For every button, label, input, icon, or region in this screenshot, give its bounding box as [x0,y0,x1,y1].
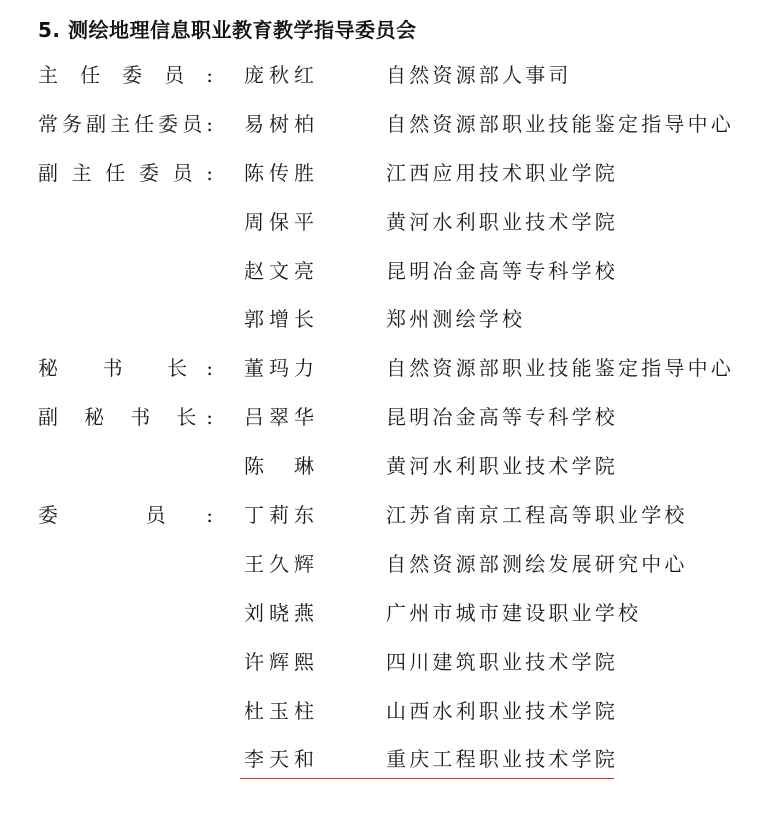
member-organization: 郑州测绘学校 [386,307,526,332]
role-label: 副 主 任 委 员 : [38,160,213,185]
member-organization: 自然资源部人事司 [386,63,572,87]
member-organization: 黄河水利职业技术学院 [386,454,618,479]
role-label: 常务副主任委员: [38,111,213,136]
member-name: 周保平 [244,209,314,234]
member-name: 刘晓燕 [244,600,314,625]
list-item [0,688,762,737]
member-organization: 广州市城市建设职业学校 [386,600,642,625]
list-item [0,101,762,150]
list-item [0,492,762,541]
member-organization: 黄河水利职业技术学院 [386,209,618,234]
list-item [0,443,762,492]
red-underline-divider [240,778,614,779]
member-organization: 重庆工程职业技术学院 [386,747,618,772]
member-name: 董玛力 [244,356,314,381]
list-item [0,52,762,101]
member-organization: 昆明冶金高等专科学校 [386,405,618,430]
member-name: 易树柏 [244,111,314,136]
role-label: 委 员: [38,503,213,528]
role-label: 秘 书 长: [38,356,213,381]
member-name: 陈传胜 [244,160,314,185]
member-name: 郭增长 [244,307,314,332]
member-name: 李天和 [244,747,314,772]
member-organization: 自然资源部测绘发展研究中心 [386,551,688,576]
member-organization: 四川建筑职业技术学院 [386,649,618,674]
member-organization: 江西应用技术职业学院 [386,160,618,185]
list-item [0,345,762,394]
member-organization: 昆明冶金高等专科学校 [386,258,618,283]
member-name: 丁莉东 [244,503,314,528]
member-organization: 江苏省南京工程高等职业学校 [386,503,688,528]
member-name: 庞秋红 [244,63,314,87]
list-item [0,541,762,590]
member-organization: 自然资源部职业技能鉴定指导中心 [386,111,734,136]
list-item [0,199,762,248]
list-item [0,639,762,688]
role-label: 主 任 委 员 : [38,63,213,87]
page-title: 5. 测绘地理信息职业教育教学指导委员会 [38,18,417,42]
member-organization: 自然资源部职业技能鉴定指导中心 [386,356,734,381]
list-item [0,590,762,639]
role-label: 副 秘 书 长: [38,405,213,430]
member-name: 赵文亮 [244,258,314,283]
list-item [0,394,762,443]
member-name: 王久辉 [244,551,314,576]
member-name: 杜玉柱 [244,698,314,723]
member-list [0,52,762,785]
member-name: 吕翠华 [244,405,314,430]
list-item [0,150,762,199]
list-item [0,296,762,345]
member-name: 许辉熙 [244,649,314,674]
list-item [0,248,762,297]
member-name: 陈 琳 [244,454,314,479]
member-organization: 山西水利职业技术学院 [386,698,618,723]
